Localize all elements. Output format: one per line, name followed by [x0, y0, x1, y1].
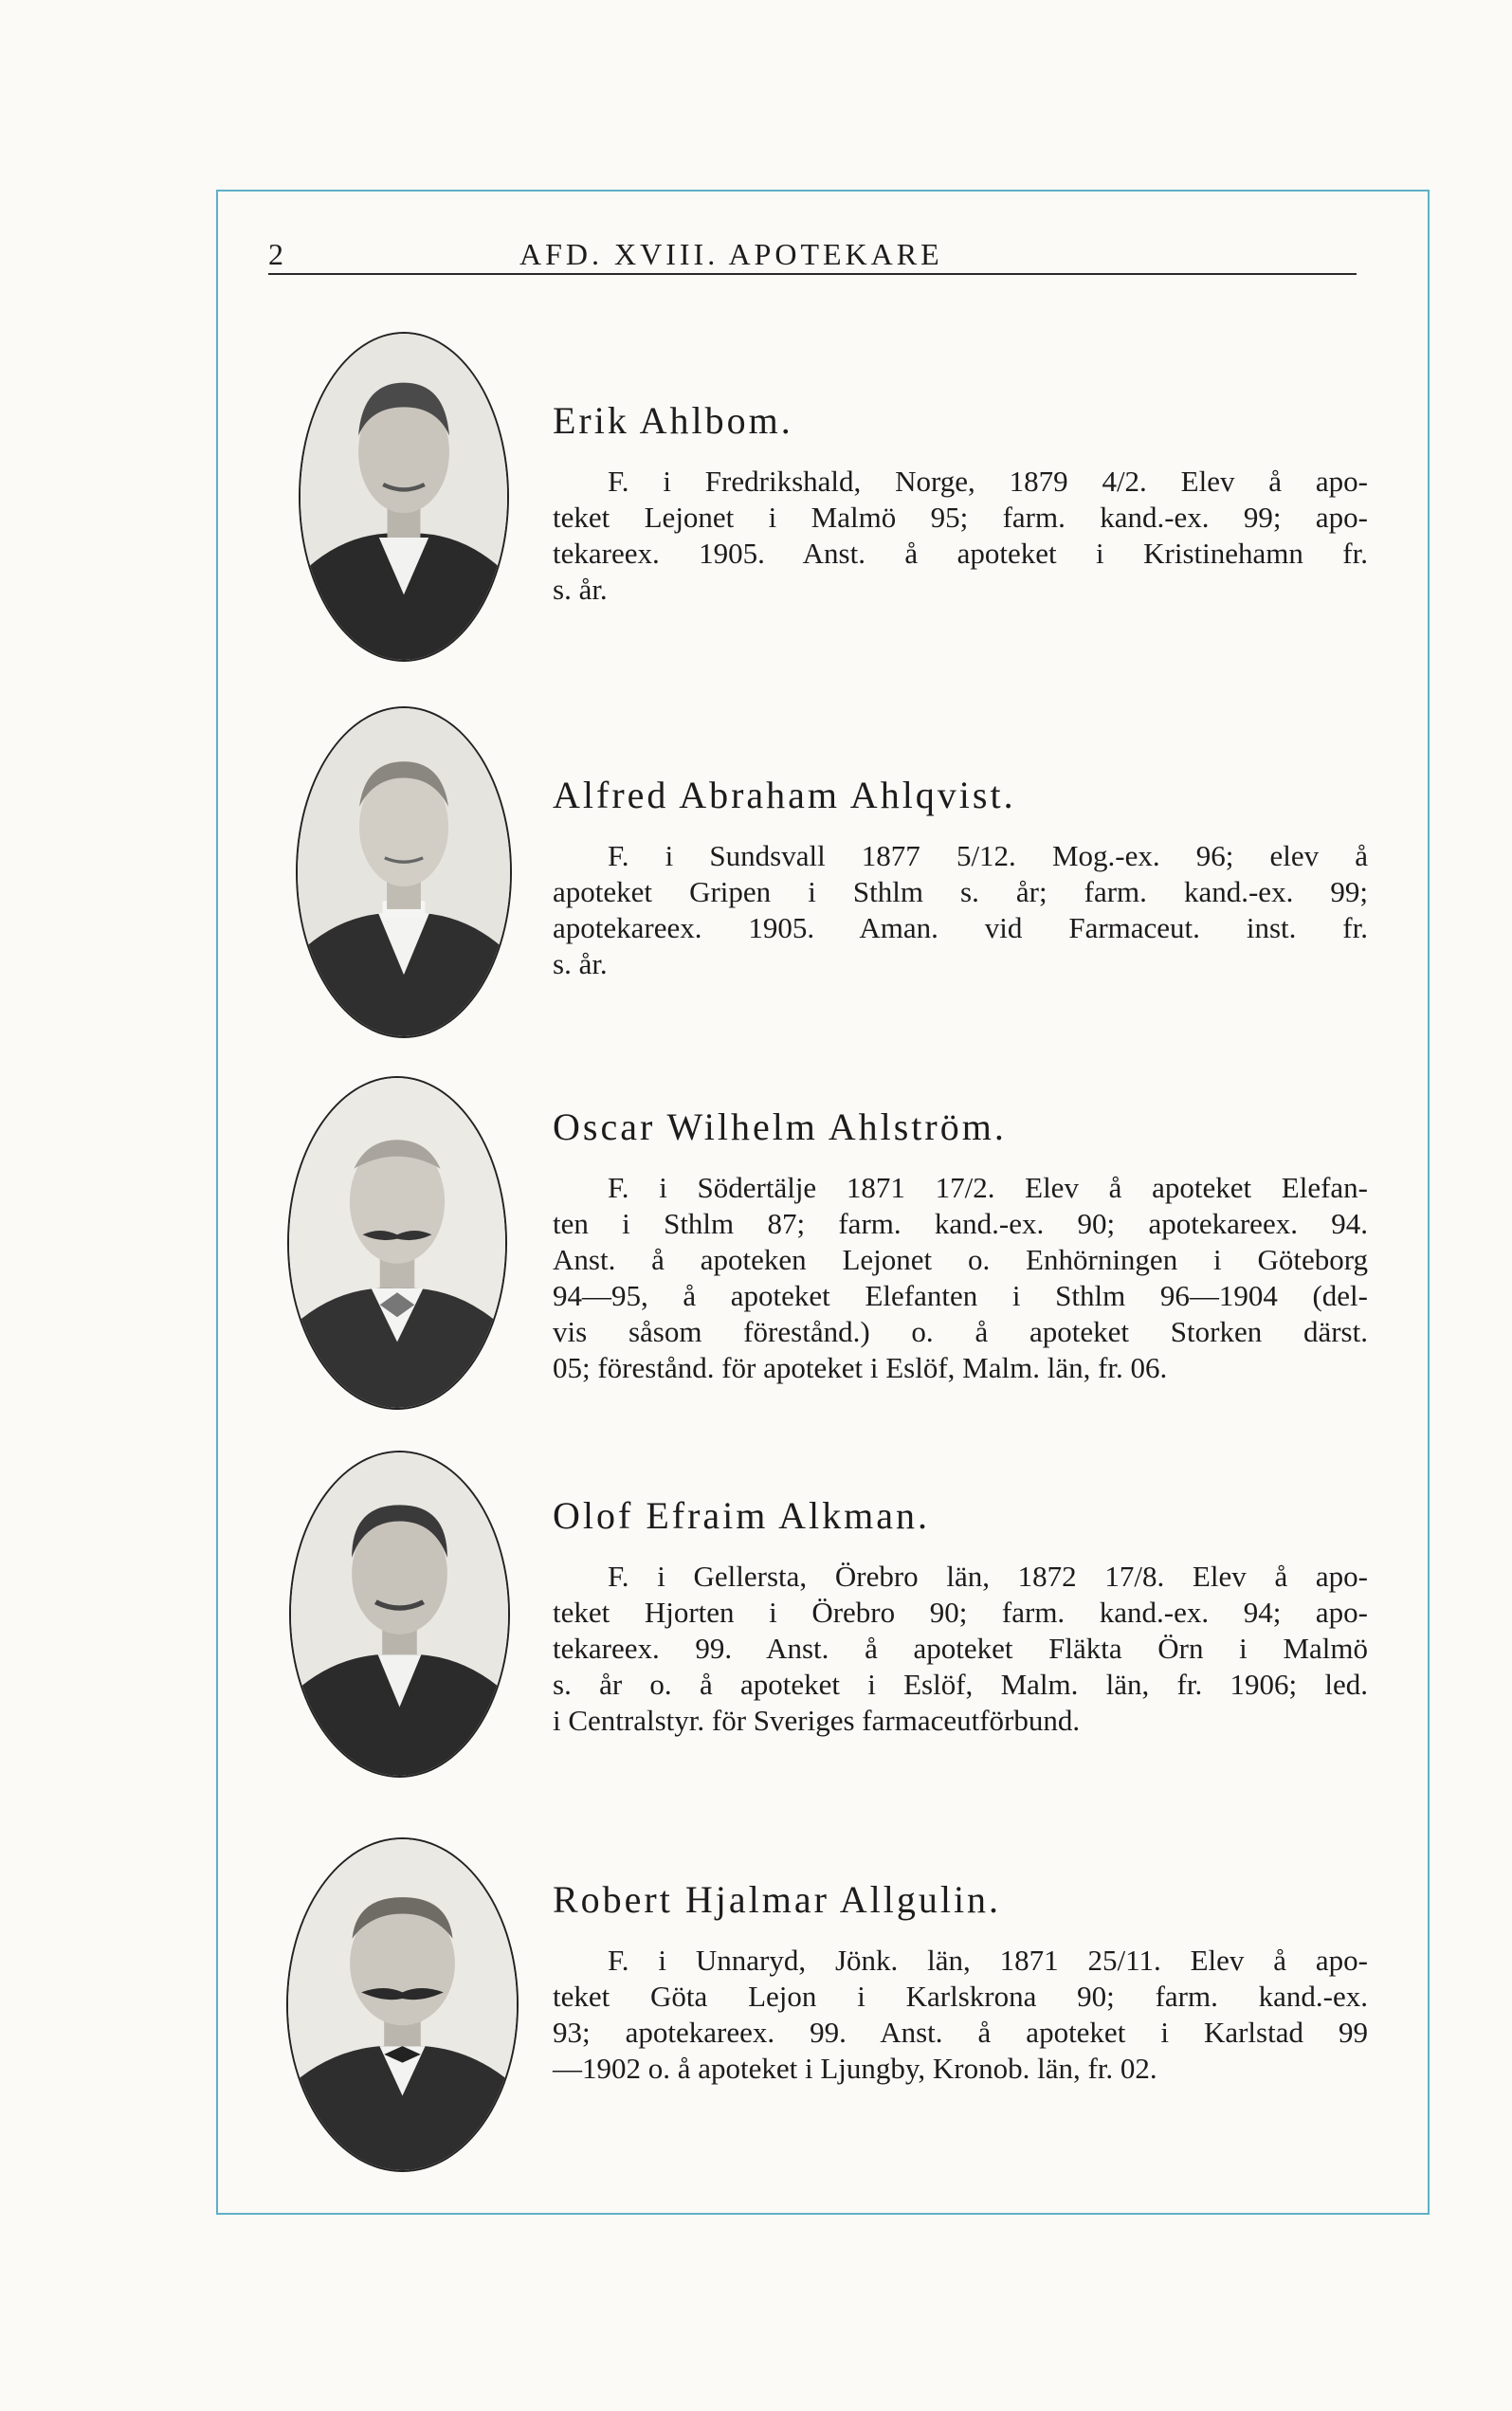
entry-bio — [553, 773, 1368, 982]
bio-line: —1902 o. å apoteket i Ljungby, Kronob. län, fr. 02. — [553, 2052, 1157, 2085]
header-rule — [268, 273, 1357, 275]
portrait-photo — [286, 1837, 519, 2172]
bio-line: teket Hjorten i Örebro 90; farm. kand.-ex. 94; apo- — [553, 1596, 1368, 1629]
section-title: AFD. XVIII. APOTEKARE — [519, 237, 943, 271]
bio-line: teket Göta Lejon i Karlskrona 90; farm. kand.-ex. — [553, 1980, 1368, 2013]
portrait-photo — [296, 706, 512, 1038]
bio-line: apotekareex. 1905. Aman. vid Farmaceut. inst. fr. — [553, 911, 1368, 944]
bio-line: s. år. — [553, 947, 608, 980]
bio-line: 93; apotekareex. 99. Anst. å apoteket i Karlstad 99 — [553, 2016, 1368, 2049]
bio-line: F. i Södertälje 1871 17/2. Elev å apoteket Elefan- — [608, 1171, 1368, 1204]
person-name: Alfred Abraham Ahlqvist. — [553, 774, 1016, 816]
bio-line: apoteket Gripen i Sthlm s. år; farm. kand.-ex. 99; — [553, 875, 1368, 908]
bio-line: Anst. å apoteken Lejonet o. Enhörningen i Göteborg — [553, 1243, 1368, 1276]
bio-line: vis såsom förestånd.) o. å apoteket Storken därst. — [553, 1315, 1368, 1348]
bio-line: i Centralstyr. för Sveriges farmaceutförbund. — [553, 1704, 1081, 1737]
entry-bio — [553, 1493, 1368, 1739]
entry-bio — [553, 398, 1368, 608]
person-name: Olof Efraim Alkman. — [553, 1494, 931, 1537]
person-name: Robert Hjalmar Allgulin. — [553, 1878, 1002, 1921]
bio-line: tekareex. 1905. Anst. å apoteket i Kristinehamn fr. — [553, 537, 1368, 570]
bio-line: F. i Fredrikshald, Norge, 1879 4/2. Elev å apo- — [608, 465, 1368, 498]
bio-line: F. i Gellersta, Örebro län, 1872 17/8. Elev å apo- — [608, 1560, 1368, 1593]
bio-line: 94—95, å apoteket Elefanten i Sthlm 96—1904 (del- — [553, 1279, 1368, 1312]
bio-line: tekareex. 99. Anst. å apoteket Fläkta Örn i Malmö — [553, 1632, 1368, 1665]
entry-bio — [553, 1877, 1368, 2087]
portrait-photo — [299, 332, 509, 662]
portrait-photo — [287, 1076, 507, 1410]
bio-line: s. år o. å apoteket i Eslöf, Malm. län, fr. 1906; led. — [553, 1668, 1368, 1701]
bio-line: teket Lejonet i Malmö 95; farm. kand.-ex. 99; apo- — [553, 501, 1368, 534]
bio-line: F. i Sundsvall 1877 5/12. Mog.-ex. 96; elev å — [608, 839, 1368, 872]
portrait-photo — [289, 1451, 510, 1778]
page-header — [268, 237, 1357, 275]
bio-line: 05; förestånd. för apoteket i Eslöf, Malm. län, fr. 06. — [553, 1351, 1168, 1384]
bio-line: F. i Unnaryd, Jönk. län, 1871 25/11. Elev å apo- — [608, 1944, 1368, 1977]
bio-line: s. år. — [553, 573, 608, 606]
person-name: Erik Ahlbom. — [553, 399, 793, 442]
entry-bio — [553, 1105, 1368, 1386]
page-number: 2 — [268, 237, 287, 271]
person-name: Oscar Wilhelm Ahlström. — [553, 1105, 1007, 1148]
bio-line: ten i Sthlm 87; farm. kand.-ex. 90; apotekareex. 94. — [553, 1207, 1368, 1240]
